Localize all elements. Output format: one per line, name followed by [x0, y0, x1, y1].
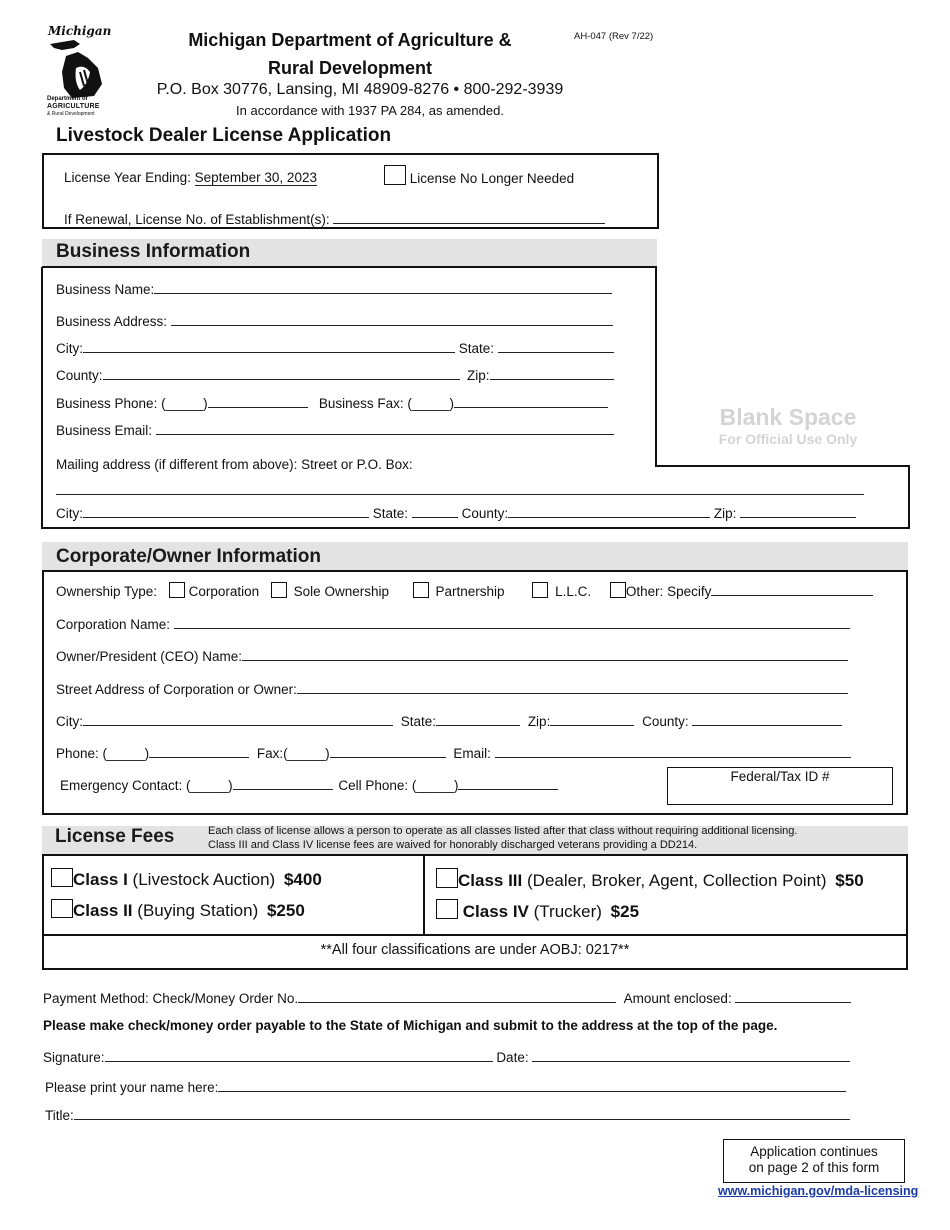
corp-email-field[interactable]	[495, 743, 851, 758]
corporation-option-label: Corporation	[188, 584, 260, 599]
llc-option-label: L.L.C.	[555, 584, 592, 599]
payment-instructions: Please make check/money order payable to the State of Michigan and submit to the address at the top of the page.	[43, 1018, 778, 1033]
corp-name-field[interactable]	[174, 614, 850, 629]
owner-name-field[interactable]	[242, 646, 848, 661]
logo-rural: & Rural Development	[47, 111, 95, 117]
corp-phone-label: Phone: (_____)	[56, 746, 150, 761]
class-1-fee: $400	[283, 870, 322, 889]
check-number-field[interactable]	[298, 988, 616, 1003]
corp-zip-field[interactable]	[550, 711, 634, 726]
corp-phone-row	[56, 743, 851, 761]
sole-ownership-checkbox[interactable]	[271, 582, 287, 598]
business-address-row	[56, 311, 613, 329]
mailing-county-field[interactable]	[508, 503, 710, 518]
corp-street-label: Street Address of Corporation or Owner:	[56, 682, 297, 697]
business-city-field[interactable]	[83, 338, 455, 353]
signature-label: Signature:	[43, 1050, 105, 1065]
mailing-county-label: County:	[461, 506, 509, 521]
corporation-checkbox[interactable]	[169, 582, 185, 598]
class-2-name: Class II	[73, 901, 133, 920]
title-field[interactable]	[74, 1105, 850, 1120]
class-1-name: Class I	[73, 870, 128, 889]
corp-state-field[interactable]	[436, 711, 520, 726]
corp-state-label: State:	[400, 714, 437, 729]
corp-fax-label: Fax:(_____)	[256, 746, 330, 761]
business-state-label: State:	[458, 341, 495, 356]
statute-note: In accordance with 1937 PA 284, as amended.	[236, 103, 504, 118]
corp-name-row	[56, 614, 850, 632]
renewal-field[interactable]	[333, 209, 605, 224]
sole-ownership-option-label: Sole Ownership	[293, 584, 389, 599]
class-1-row	[51, 868, 322, 890]
mdard-logo	[44, 24, 110, 118]
other-checkbox[interactable]	[610, 582, 626, 598]
business-county-row	[56, 365, 614, 383]
mailing-zip-label: Zip:	[713, 506, 737, 521]
title-row	[45, 1105, 850, 1123]
class-3-name: Class III	[458, 871, 523, 890]
date-field[interactable]	[532, 1047, 850, 1062]
fees-note-1: Each class of license allows a person to operate as all classes listed after that class without requiring additional licensing.	[208, 825, 798, 837]
emergency-contact-field[interactable]	[233, 775, 333, 790]
business-county-label: County:	[56, 368, 103, 383]
business-phone-row	[56, 393, 608, 411]
logo-dept-of: Department of	[47, 96, 88, 102]
tax-id-label: Federal/Tax ID #	[730, 769, 830, 784]
class-4-name: Class IV	[462, 902, 529, 921]
business-address-label: Business Address:	[56, 314, 168, 329]
amount-enclosed-label: Amount enclosed:	[623, 991, 732, 1006]
page-title: Livestock Dealer License Application	[56, 125, 392, 146]
other-specify-field[interactable]	[711, 581, 873, 596]
official-use-subtitle: For Official Use Only	[718, 431, 858, 447]
class-4-fee: $25	[610, 902, 640, 921]
dept-name-line1: Michigan Department of Agriculture &	[188, 30, 512, 50]
continues-box	[723, 1139, 905, 1183]
signature-row	[43, 1047, 850, 1065]
license-year-label: License Year Ending:	[64, 170, 191, 185]
continues-line-1: Application continues	[750, 1144, 878, 1159]
corporate-section-title: Corporate/Owner Information	[56, 546, 321, 567]
business-email-row	[56, 420, 614, 438]
corp-street-field[interactable]	[297, 679, 848, 694]
no-longer-needed-label: License No Longer Needed	[409, 171, 575, 186]
dept-address: P.O. Box 30776, Lansing, MI 48909-8276 • 800-292-3939	[156, 81, 564, 98]
class-2-desc: (Buying Station)	[137, 901, 259, 920]
class-3-fee: $50	[835, 871, 864, 890]
partnership-option-label: Partnership	[435, 584, 505, 599]
business-email-label: Business Email:	[56, 423, 153, 438]
license-year-value: September 30, 2023	[194, 170, 317, 185]
fees-divider-vertical	[423, 855, 425, 935]
class-3-row	[436, 868, 864, 891]
other-option-label: Other: Specify	[625, 584, 712, 599]
signature-field[interactable]	[105, 1047, 493, 1062]
ownership-type-row	[56, 581, 873, 599]
payment-row	[43, 988, 851, 1006]
class-2-fee: $250	[266, 901, 305, 920]
print-name-label: Please print your name here:	[45, 1080, 219, 1095]
mailing-street-field[interactable]	[56, 494, 864, 495]
business-phone-label: Business Phone: (_____)	[56, 396, 208, 411]
corp-county-field[interactable]	[692, 711, 842, 726]
business-zip-label: Zip:	[467, 368, 490, 383]
tax-id-box[interactable]	[667, 767, 893, 805]
aobj-note: **All four classifications are under AOBJ: 0217**	[320, 942, 630, 958]
business-section-title: Business Information	[56, 241, 251, 262]
emergency-contact-label: Emergency Contact: (_____)	[60, 778, 233, 793]
class-1-checkbox[interactable]	[51, 868, 73, 887]
amount-enclosed-field[interactable]	[735, 988, 851, 1003]
business-name-row	[56, 279, 612, 297]
llc-checkbox[interactable]	[532, 582, 548, 598]
license-year-row	[64, 170, 317, 185]
mailing-address-label: Mailing address (if different from above): Street or P.O. Box:	[56, 457, 413, 472]
business-city-label: City:	[56, 341, 83, 356]
corp-zip-label: Zip:	[527, 714, 551, 729]
cell-phone-label: Cell Phone: (_____)	[338, 778, 459, 793]
print-name-field[interactable]	[218, 1077, 846, 1092]
renewal-row	[64, 209, 605, 227]
date-label: Date:	[496, 1050, 529, 1065]
corp-email-label: Email:	[453, 746, 491, 761]
business-city-row	[56, 338, 614, 356]
cell-phone-field[interactable]	[458, 775, 558, 790]
corp-city-row	[56, 711, 842, 729]
owner-name-row	[56, 646, 848, 664]
ownership-type-label: Ownership Type:	[56, 584, 158, 599]
business-fax-field[interactable]	[454, 393, 608, 408]
owner-name-label: Owner/President (CEO) Name:	[56, 649, 243, 664]
class-4-desc: (Trucker)	[533, 902, 602, 921]
corp-fax-field[interactable]	[330, 743, 446, 758]
mailing-city-field[interactable]	[83, 503, 369, 518]
mailing-city-row	[56, 503, 856, 521]
payment-method-label: Payment Method: Check/Money Order No.	[43, 991, 299, 1006]
no-longer-needed-row	[384, 165, 574, 186]
official-use-title: Blank Space	[719, 404, 857, 430]
business-email-field[interactable]	[156, 420, 614, 435]
class-3-checkbox[interactable]	[436, 868, 458, 888]
business-phone-field[interactable]	[208, 393, 308, 408]
business-address-field[interactable]	[171, 311, 613, 326]
class-1-desc: (Livestock Auction)	[132, 870, 276, 889]
class-4-checkbox[interactable]	[436, 899, 458, 919]
corp-street-row	[56, 679, 848, 697]
corp-name-label: Corporation Name:	[56, 617, 171, 632]
dept-name-line2: Rural Development	[267, 58, 433, 78]
licensing-link[interactable]: www.michigan.gov/mda-licensing	[718, 1184, 919, 1198]
fees-section-title: License Fees	[55, 826, 175, 847]
logo-script-text: Michigan	[48, 24, 112, 38]
class-2-checkbox[interactable]	[51, 899, 73, 918]
business-state-field[interactable]	[498, 338, 614, 353]
corp-county-label: County:	[642, 714, 689, 729]
corp-city-label: City:	[56, 714, 83, 729]
form-number: AH-047 (Rev 7/22)	[574, 31, 654, 42]
emergency-row	[60, 775, 558, 793]
class-2-row	[51, 899, 305, 921]
corp-city-field[interactable]	[83, 711, 393, 726]
business-fax-label: Business Fax: (_____)	[318, 396, 454, 411]
fees-note-2: Class III and Class IV license fees are waived for honorably discharged veterans providing a DD214.	[208, 839, 698, 851]
business-zip-field[interactable]	[490, 365, 614, 380]
title-label: Title:	[45, 1108, 74, 1123]
business-name-field[interactable]	[154, 279, 612, 294]
mailing-zip-field[interactable]	[740, 503, 856, 518]
business-name-label: Business Name:	[56, 282, 155, 297]
fees-divider-horizontal	[43, 934, 907, 936]
logo-agriculture: AGRICULTURE	[47, 103, 100, 110]
class-4-row	[436, 899, 639, 922]
corp-phone-field[interactable]	[149, 743, 249, 758]
class-3-desc: (Dealer, Broker, Agent, Collection Point)	[527, 871, 827, 890]
mailing-state-label: State:	[372, 506, 409, 521]
partnership-checkbox[interactable]	[413, 582, 429, 598]
mailing-state-field[interactable]	[412, 503, 458, 518]
business-county-field[interactable]	[103, 365, 460, 380]
mailing-city-label: City:	[56, 506, 83, 521]
print-name-row	[45, 1077, 846, 1095]
renewal-label: If Renewal, License No. of Establishment(s):	[64, 212, 330, 227]
continues-line-2: on page 2 of this form	[748, 1160, 880, 1175]
no-longer-needed-checkbox[interactable]	[384, 165, 406, 185]
